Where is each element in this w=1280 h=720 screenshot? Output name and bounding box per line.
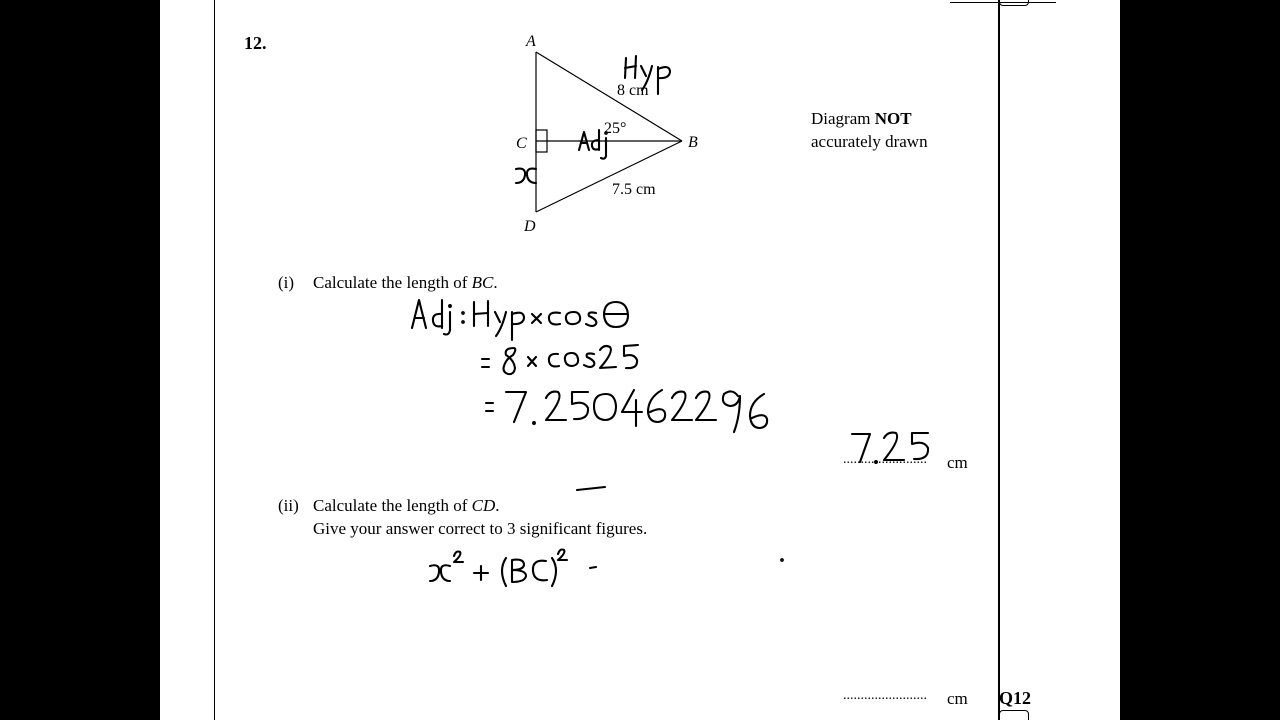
part-i-unit: cm xyxy=(947,453,968,472)
side-ab-length: 8 cm xyxy=(617,82,649,99)
question-margin-label: Q12 xyxy=(999,688,1032,708)
part-ii-answer-line: ........................ xyxy=(843,688,927,703)
vertex-a-label: A xyxy=(526,33,536,50)
adj-handwriting xyxy=(577,128,619,162)
question-number: 12. xyxy=(244,33,267,53)
work-i-line1 xyxy=(408,296,668,342)
side-bd-length: 7.5 cm xyxy=(612,181,656,198)
x-handwriting xyxy=(512,165,540,187)
part-i-text: Calculate the length of xyxy=(313,273,472,292)
vertex-b-label: B xyxy=(688,134,698,151)
vertex-c-label: C xyxy=(516,135,527,152)
part-ii-unit: cm xyxy=(947,689,968,708)
stray-dash xyxy=(574,482,610,494)
part-ii-question xyxy=(313,497,500,514)
hyp-handwriting xyxy=(622,54,682,96)
diagram-note-not: NOT xyxy=(874,109,912,128)
vertex-d-label: D xyxy=(524,218,536,235)
part-i-answer-line: ........................ xyxy=(843,452,927,467)
work-i-line3 xyxy=(482,386,782,442)
part-ii-suffix: . xyxy=(495,496,500,515)
stray-dot xyxy=(778,556,786,564)
part-i-var: BC xyxy=(471,273,494,292)
part-i-question xyxy=(313,274,498,291)
diagram-note-line1 xyxy=(811,110,912,127)
answer-i-handwriting xyxy=(848,428,938,468)
angle-b-label: 25° xyxy=(604,120,627,137)
part-ii-instruction: Give your answer correct to 3 significant figures. xyxy=(313,519,648,538)
work-ii-line1 xyxy=(426,548,616,592)
exam-page xyxy=(160,0,1120,720)
work-i-line2 xyxy=(478,342,688,382)
diagram-note-prefix: Diagram xyxy=(811,109,875,128)
part-ii-label: (ii) xyxy=(278,496,299,515)
part-i-label: (i) xyxy=(278,273,295,292)
diagram-note-line2: accurately drawn xyxy=(811,132,928,151)
part-ii-var: CD xyxy=(471,496,496,515)
part-i-suffix: . xyxy=(493,273,498,292)
part-ii-text: Calculate the length of xyxy=(313,496,472,515)
